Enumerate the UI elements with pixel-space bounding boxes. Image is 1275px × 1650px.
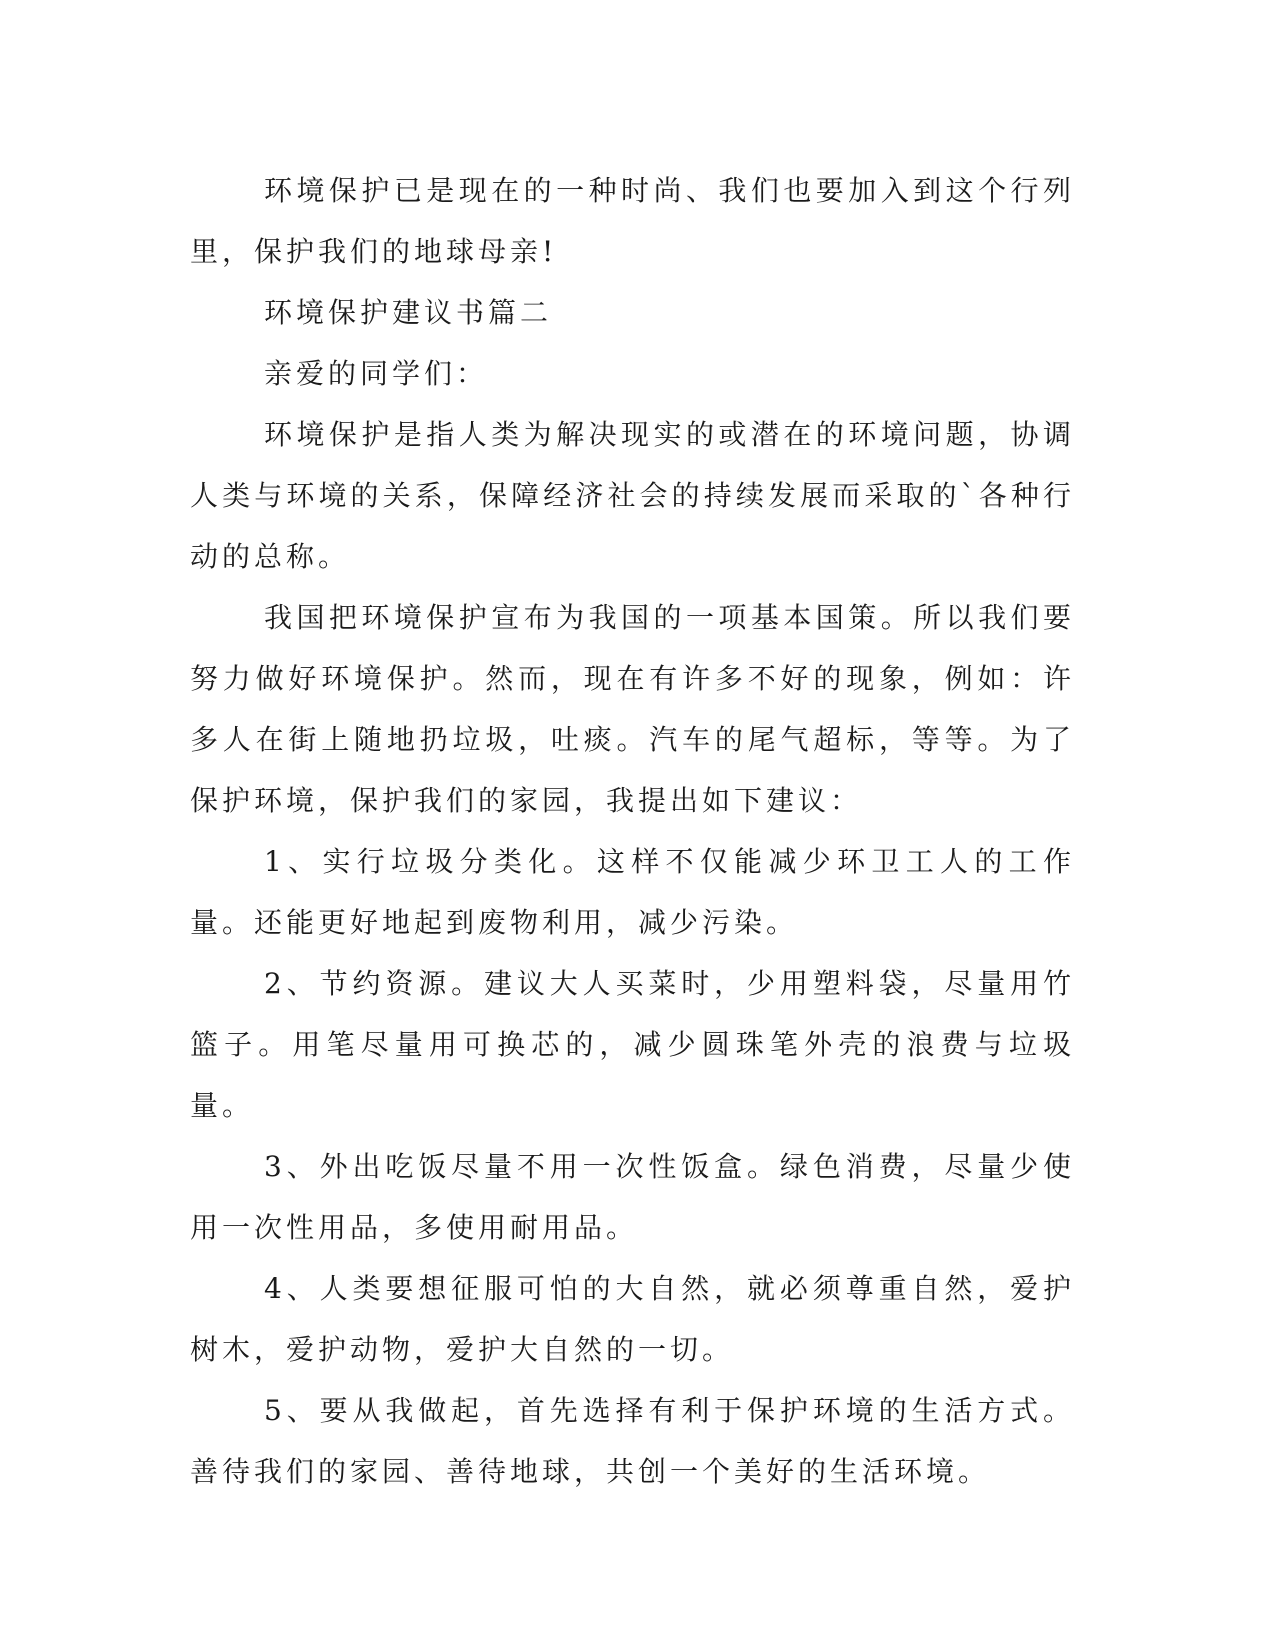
section-title: 环境保护建议书篇二 [264,296,553,329]
paragraph-intro-closing: 环境保护已是现在的一种时尚、我们也要加入到这个行列里，保护我们的地球母亲! [190,174,1075,268]
paragraph-background: 我国把环境保护宣布为我国的一项基本国策。所以我们要努力做好环境保护。然而，现在有许多不好的现象，例如：许多人在街上随地扔垃圾，吐痰。汽车的尾气超标，等等。为了保护环境，保护我们的家园，我提出如下建议： [190,601,1075,817]
suggestion-item-4: 4、人类要想征服可怕的大自然，就必须尊重自然，爱护树木，爱护动物，爱护大自然的一切。 [190,1272,1075,1366]
document-body [190,160,1075,1502]
suggestion-item-3: 3、外出吃饭尽量不用一次性饭盒。绿色消费，尽量少使用一次性用品，多使用耐用品。 [190,1150,1075,1244]
suggestion-item-1: 1、实行垃圾分类化。这样不仅能减少环卫工人的工作量。还能更好地起到废物利用，减少污染。 [190,845,1075,939]
paragraph-definition: 环境保护是指人类为解决现实的或潜在的环境问题，协调人类与环境的关系，保障经济社会的持续发展而采取的`各种行动的总称。 [190,418,1075,573]
salutation: 亲爱的同学们： [264,357,489,390]
suggestion-item-2: 2、节约资源。建议大人买菜时，少用塑料袋，尽量用竹篮子。用笔尽量用可换芯的，减少圆珠笔外壳的浪费与垃圾量。 [190,967,1075,1122]
suggestion-item-5: 5、要从我做起，首先选择有利于保护环境的生活方式。善待我们的家园、善待地球，共创一个美好的生活环境。 [190,1394,1075,1488]
